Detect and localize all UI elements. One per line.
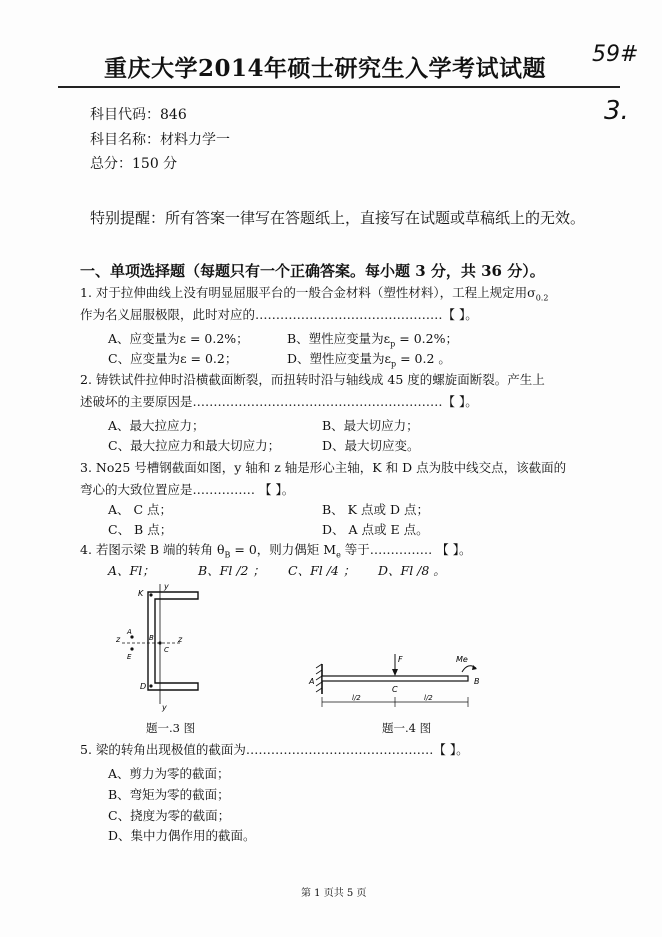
channel-section-figure: [108, 582, 218, 712]
subject-code: 科目代码：846: [90, 107, 187, 123]
q4-sub2: e: [336, 550, 341, 560]
q3-option-c: C、 B 点；: [108, 522, 173, 537]
special-notice: 特别提醒：所有答案一律写在答题纸上，直接写在试题或草稿纸上的无效。: [90, 209, 586, 227]
total-score: 总分：150 分: [90, 156, 178, 172]
fig3-caption: 题一.3 图: [146, 721, 196, 735]
channel-outline: [148, 592, 198, 690]
q1-option-d: [287, 349, 451, 369]
q2-option-c: C、最大拉应力和最大切应力；: [108, 438, 281, 453]
label-c: C: [164, 646, 169, 654]
label-l-half-2: l/2: [424, 694, 433, 702]
q2-option-b: B、最大切应力；: [322, 418, 419, 433]
q1-b-text: B、塑性应变量为ε: [287, 331, 391, 346]
q4-line1: [80, 540, 472, 560]
point-d: [149, 684, 152, 687]
q5-option-b: B、弯矩为零的截面；: [108, 787, 230, 802]
label-me: Me: [456, 655, 468, 664]
q5-option-d: D、集中力偶作用的截面。: [108, 828, 256, 843]
q1-option-b: [287, 329, 458, 349]
label-b: B: [149, 634, 154, 642]
q3-option-b: B、 K 点或 D 点；: [322, 502, 429, 517]
q2-line2: 述破坏的主要原因是……………………………………………………【 】。: [80, 394, 478, 409]
q1-d-text: D、塑性应变量为ε: [287, 351, 391, 366]
label-f: F: [398, 655, 403, 664]
q1-d-sub: p: [391, 359, 397, 369]
handwritten-mark: 3.: [604, 96, 629, 126]
label-c-mid: C: [392, 685, 398, 694]
label-b-end: B: [474, 677, 480, 686]
q4-text-b: = 0，则力偶矩 M: [230, 542, 337, 557]
point-k: [149, 593, 152, 596]
q4-sub: B: [224, 550, 231, 560]
q4-text: 4. 若图示梁 B 端的转角 θ: [80, 542, 225, 557]
q1-line2: 作为名义屈服极限，此时对应的………………………………………【 】。: [80, 307, 478, 322]
q3-line1: 3. No25 号槽钢截面如图，y 轴和 z 轴是形心主轴，K 和 D 点为肢中线交点，该截面的: [80, 460, 567, 475]
q5-line1: 5. 梁的转角出现极值的截面为………………………………………【 】。: [80, 742, 469, 757]
point-e: [130, 647, 133, 650]
q1-option-a: A、应变量为ε = 0.2%；: [108, 331, 249, 346]
q1-option-c: C、应变量为ε = 0.2；: [108, 351, 238, 366]
label-y-top: y: [164, 582, 169, 591]
q5-option-c: C、挠度为零的截面；: [108, 808, 231, 823]
subject-name: 科目名称：材料力学一: [90, 132, 230, 148]
label-d: D: [140, 682, 147, 691]
page-footer: 第 1 页共 5 页: [301, 888, 367, 899]
q4-option-d: D、Fl /8 。: [378, 563, 446, 578]
label-k: K: [138, 589, 144, 598]
q4-option-b: B、Fl /2 ；: [198, 563, 265, 578]
point-c: [158, 641, 161, 644]
label-a-end: A: [309, 677, 315, 686]
label-l-half-1: l/2: [352, 694, 361, 702]
q3-option-d: D、 A 点或 E 点。: [322, 522, 429, 537]
beam-figure: [306, 650, 506, 716]
q4-text-c: 等于…………… 【 】。: [340, 542, 472, 557]
label-y-bottom: y: [162, 703, 167, 712]
q3-option-a: A、 C 点；: [108, 502, 173, 517]
q1-b-sub: p: [390, 339, 396, 349]
exam-title: 重庆大学2014年硕士研究生入学考试试题: [104, 55, 547, 82]
label-z-left: z: [116, 635, 121, 644]
handwritten-number: 59#: [592, 42, 639, 67]
title-underline: [58, 86, 620, 88]
q4-option-a: A、Fl；: [108, 563, 155, 578]
label-a: A: [127, 628, 132, 636]
section-heading: 一、单项选择题（每题只有一个正确答案。每小题 3 分，共 36 分）。: [80, 262, 545, 280]
q1-text: 1. 对于拉伸曲线上没有明显屈服平台的一般合金材料（塑性材料），工程上规定用σ: [80, 285, 536, 300]
label-z-right: z: [178, 635, 183, 644]
fig4-caption: 题一.4 图: [382, 721, 432, 735]
q2-option-d: D、最大切应变。: [322, 438, 420, 453]
q1-b-tail: = 0.2%；: [395, 331, 458, 346]
q3-line2: 弯心的大致位置应是…………… 【 】。: [80, 482, 295, 497]
q2-line1: 2. 铸铁试件拉伸时沿横截面断裂，而扭转时沿与轴线成 45 度的螺旋面断裂。产生上: [80, 372, 545, 387]
beam: [322, 676, 468, 681]
q1-line1: [80, 283, 548, 303]
q2-option-a: A、最大拉应力；: [108, 418, 205, 433]
label-e: E: [127, 653, 132, 661]
q1-subscript: 0.2: [535, 293, 549, 303]
q1-d-tail: = 0.2 。: [396, 351, 451, 366]
q4-option-c: C、Fl /4 ；: [288, 563, 356, 578]
q5-option-a: A、剪力为零的截面；: [108, 766, 230, 781]
